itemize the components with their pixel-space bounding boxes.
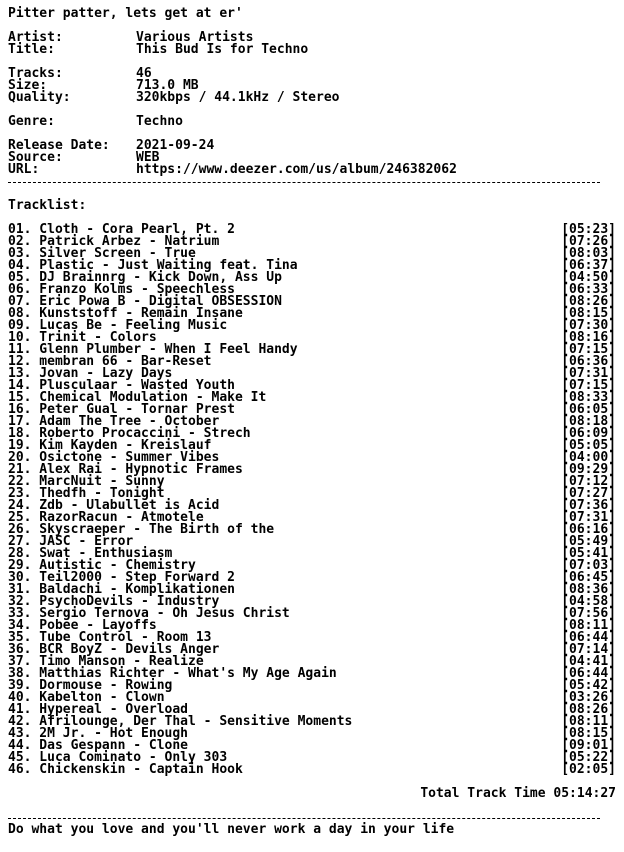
track-duration: [06:16] bbox=[561, 522, 616, 537]
tracklist-heading: Tracklist: bbox=[8, 198, 87, 213]
header-tagline: Pitter patter, lets get at er' bbox=[8, 6, 243, 21]
track-duration: [08:11] bbox=[561, 714, 616, 729]
track-duration: [05:42] bbox=[561, 678, 616, 693]
track-title: 16. Peter Gual - Tornar Prest bbox=[8, 402, 235, 417]
track-duration: [08:26] bbox=[561, 702, 616, 717]
track-duration: [07:27] bbox=[561, 486, 616, 501]
quality-row bbox=[8, 92, 616, 104]
track-title: 37. Timo Manson - Realize bbox=[8, 654, 204, 669]
track-duration: [05:05] bbox=[561, 438, 616, 453]
track-duration: [07:12] bbox=[561, 474, 616, 489]
track-title: 24. Zdb - Ulabullet is Acid bbox=[8, 498, 220, 513]
track-title: 09. Lucas Be - Feeling Music bbox=[8, 318, 228, 333]
track-title: 46. Chickenskin - Captain Hook bbox=[8, 762, 243, 777]
track-title: 44. Das Gespann - Clone bbox=[8, 738, 189, 753]
track-title: 13. Jovan - Lazy Days bbox=[8, 366, 173, 381]
track-duration: [08:36] bbox=[561, 582, 616, 597]
track-title: 33. Sergio Ternova - Oh Jesus Christ bbox=[8, 606, 290, 621]
track-title: 02. Patrick Arbez - Natrium bbox=[8, 234, 220, 249]
track-title: 07. Eric Powa B - Digital OBSESSION bbox=[8, 294, 282, 309]
track-duration: [07:03] bbox=[561, 558, 616, 573]
track-title: 08. Kunststoff - Remain Insane bbox=[8, 306, 243, 321]
track-duration: [06:45] bbox=[561, 570, 616, 585]
source-value: WEB bbox=[136, 150, 160, 165]
track-title: 39. Dormouse - Rowing bbox=[8, 678, 173, 693]
track-title: 15. Chemical Modulation - Make It bbox=[8, 390, 267, 405]
title-row bbox=[8, 44, 616, 56]
track-title: 17. Adam The Tree - October bbox=[8, 414, 220, 429]
track-duration: [08:03] bbox=[561, 246, 616, 261]
track-title: 27. JASC - Error bbox=[8, 534, 134, 549]
size-value: 713.0 MB bbox=[136, 78, 199, 93]
track-duration: [08:18] bbox=[561, 414, 616, 429]
genre-row bbox=[8, 116, 616, 128]
track-duration: [07:36] bbox=[561, 498, 616, 513]
track-title: 25. RazorRacun - Atmotele bbox=[8, 510, 204, 525]
track-duration: [07:31] bbox=[561, 366, 616, 381]
track-title: 19. Kim Kayden - Kreislauf bbox=[8, 438, 212, 453]
track-title: 30. Teil2000 - Step Forward 2 bbox=[8, 570, 235, 585]
track-duration: [07:30] bbox=[561, 318, 616, 333]
track-duration: [07:15] bbox=[561, 342, 616, 357]
track-duration: [04:00] bbox=[561, 450, 616, 465]
track-duration: [08:16] bbox=[561, 330, 616, 345]
artist-row bbox=[8, 32, 616, 44]
track-title: 22. MarcNuit - Sunny bbox=[8, 474, 165, 489]
track-duration: [05:23] bbox=[561, 222, 616, 237]
track-duration: [07:15] bbox=[561, 378, 616, 393]
track-duration: [08:15] bbox=[561, 306, 616, 321]
release-date-label: Release Date: bbox=[8, 138, 110, 153]
artist-value: Various Artists bbox=[136, 30, 254, 45]
track-duration: [07:31] bbox=[561, 510, 616, 525]
track-title: 04. Plastic - Just Waiting feat. Tina bbox=[8, 258, 298, 273]
track-duration: [07:56] bbox=[561, 606, 616, 621]
title-value: This Bud Is for Techno bbox=[136, 42, 309, 57]
track-title: 34. Pobee - Layoffs bbox=[8, 618, 157, 633]
tracks-label: Tracks: bbox=[8, 66, 63, 81]
title-label: Title: bbox=[8, 42, 55, 57]
track-title: 38. Matthias Richter - What's My Age Again bbox=[8, 666, 337, 681]
track-title: 45. Luca Cominato - Only 303 bbox=[8, 750, 228, 765]
track-duration: [09:01] bbox=[561, 738, 616, 753]
quality-label: Quality: bbox=[8, 90, 71, 105]
track-title: 11. Glenn Plumber - When I Feel Handy bbox=[8, 342, 298, 357]
artist-label: Artist: bbox=[8, 30, 63, 45]
track-title: 18. Roberto Procaccini - Strech bbox=[8, 426, 251, 441]
track-duration: [06:44] bbox=[561, 630, 616, 645]
tracks-row bbox=[8, 68, 616, 80]
track-title: 41. Hypereal - Overload bbox=[8, 702, 189, 717]
track-duration: [04:41] bbox=[561, 654, 616, 669]
track-duration: [05:22] bbox=[561, 750, 616, 765]
track-duration: [04:58] bbox=[561, 594, 616, 609]
track-duration: [08:33] bbox=[561, 390, 616, 405]
track-title: 23. Thedfh - Tonight bbox=[8, 486, 165, 501]
tracks-value: 46 bbox=[136, 66, 152, 81]
quality-value: 320kbps / 44.1kHz / Stereo bbox=[136, 90, 340, 105]
size-label: Size: bbox=[8, 78, 48, 93]
track-title: 05. DJ Brainnrg - Kick Down, Ass Up bbox=[8, 270, 282, 285]
genre-value: Techno bbox=[136, 114, 183, 129]
track-duration: [06:36] bbox=[561, 354, 616, 369]
track-title: 36. BCR BoyZ - Devils Anger bbox=[8, 642, 220, 657]
track-title: 29. Autistic - Chemistry bbox=[8, 558, 196, 573]
tracklist bbox=[8, 224, 616, 776]
track-title: 28. Swat - Enthusiasm bbox=[8, 546, 173, 561]
url-link[interactable]: https://www.deezer.com/us/album/246382062 bbox=[136, 162, 457, 177]
track-duration: [06:05] bbox=[561, 402, 616, 417]
track-title: 26. Skyscraeper - The Birth of the bbox=[8, 522, 275, 537]
release-info-document bbox=[8, 0, 616, 836]
track-title: 35. Tube Control - Room 13 bbox=[8, 630, 212, 645]
release-date-value: 2021-09-24 bbox=[136, 138, 215, 153]
track-duration: [08:11] bbox=[561, 618, 616, 633]
track-title: 20. Osictone - Summer Vibes bbox=[8, 450, 220, 465]
source-label: Source: bbox=[8, 150, 63, 165]
track-duration: [06:09] bbox=[561, 426, 616, 441]
divider bbox=[8, 812, 616, 824]
track-duration: [08:15] bbox=[561, 726, 616, 741]
track-duration: [06:37] bbox=[561, 258, 616, 273]
track-duration: [05:49] bbox=[561, 534, 616, 549]
track-title: 03. Silver Screen - True bbox=[8, 246, 196, 261]
footer-quote: Do what you love and you'll never work a day in your life bbox=[8, 822, 455, 837]
track-title: 12. membran 66 - Bar-Reset bbox=[8, 354, 212, 369]
track-title: 43. 2M Jr. - Hot Enough bbox=[8, 726, 189, 741]
release-date-row bbox=[8, 140, 616, 152]
genre-label: Genre: bbox=[8, 114, 55, 129]
track-duration: [09:29] bbox=[561, 462, 616, 477]
track-duration: [03:26] bbox=[561, 690, 616, 705]
total-track-time: Total Track Time 05:14:27 bbox=[420, 786, 616, 801]
track-title: 32. PsychoDevils - Industry bbox=[8, 594, 220, 609]
url-row bbox=[8, 164, 616, 176]
track-title: 06. Franzo Kolms - Speechless bbox=[8, 282, 235, 297]
track-duration: [08:26] bbox=[561, 294, 616, 309]
track-duration: [06:44] bbox=[561, 666, 616, 681]
track-duration: [04:50] bbox=[561, 270, 616, 285]
track-title: 14. Plusculaar - Wasted Youth bbox=[8, 378, 235, 393]
track-duration: [06:33] bbox=[561, 282, 616, 297]
track-title: 31. Baldachi - Komplikationen bbox=[8, 582, 235, 597]
track-duration: [05:41] bbox=[561, 546, 616, 561]
track-row bbox=[8, 764, 616, 776]
track-duration: [07:14] bbox=[561, 642, 616, 657]
track-duration: [02:05] bbox=[561, 762, 616, 777]
track-title: 10. Trinit - Colors bbox=[8, 330, 157, 345]
track-title: 21. Alex Rai - Hypnotic Frames bbox=[8, 462, 243, 477]
divider bbox=[8, 176, 616, 188]
track-title: 40. Kabelton - Clown bbox=[8, 690, 165, 705]
track-title: 01. Cloth - Cora Pearl, Pt. 2 bbox=[8, 222, 235, 237]
track-title: 42. Afrilounge, Der Thal - Sensitive Moments bbox=[8, 714, 353, 729]
url-label: URL: bbox=[8, 162, 40, 177]
track-duration: [07:26] bbox=[561, 234, 616, 249]
